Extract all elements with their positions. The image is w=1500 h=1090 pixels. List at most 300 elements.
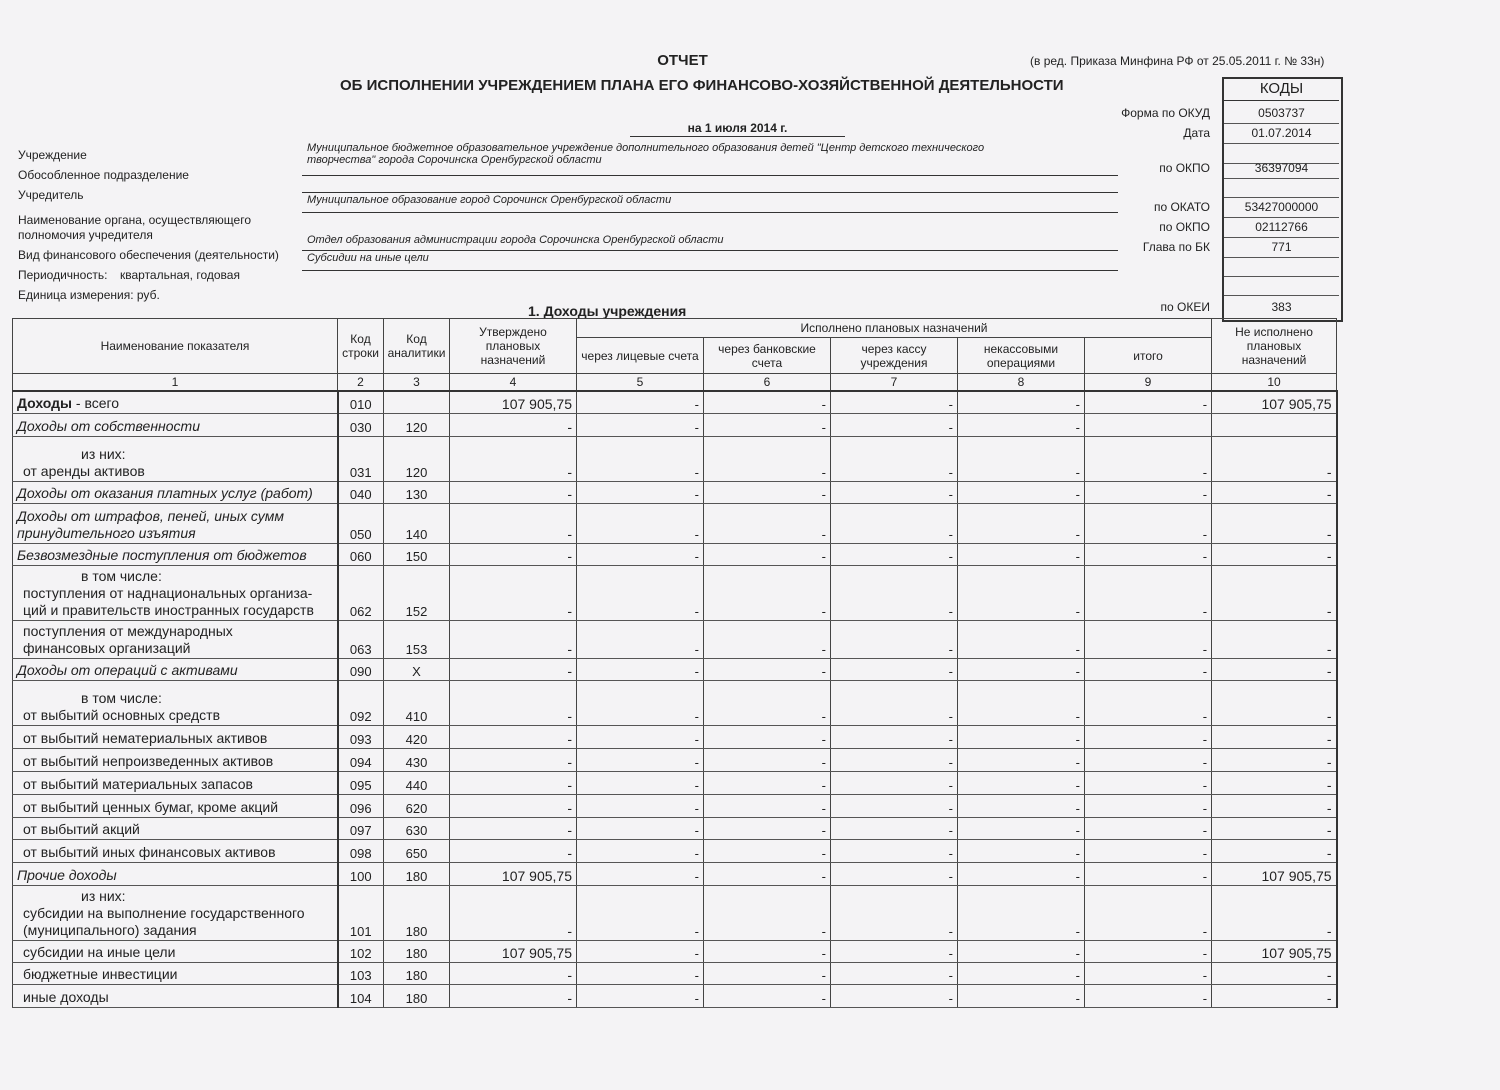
executed-bank-acc: - [704,771,831,794]
row-name-text: (муниципального) задания [23,921,197,938]
section-title: 1. Доходы учреждения [528,303,687,319]
table-row [13,962,1337,984]
analytic-code: 630 [384,817,450,839]
not-executed-amount: - [1212,620,1337,658]
label-authority-line2: полномочия учредителя [18,228,153,242]
row-code: 010 [338,391,384,413]
row-name [13,839,338,862]
executed-personal-acc: - [577,839,704,862]
analytic-code: 153 [384,620,450,658]
row-name-text: от выбытий акций [23,820,140,837]
executed-total: - [1085,885,1212,940]
not-executed-amount: - [1212,543,1337,565]
executed-noncash: - [958,817,1085,839]
executed-cash: - [831,503,958,543]
row-name [13,413,338,436]
row-name [13,940,338,962]
not-executed-amount: - [1212,565,1337,620]
okpo-code: 36397094 [1224,159,1339,179]
executed-cash: - [831,839,958,862]
not-executed-amount: 107 905,75 [1212,391,1337,413]
row-name-text: Доходы от собственности [17,417,200,434]
executed-bank-acc: - [704,680,831,725]
institution-value-line1: Муниципальное бюджетное образовательное учреждение дополнительного образования детей "Центр детского технического [307,142,985,154]
report-date: на 1 июля 2014 г. [630,121,845,137]
edition-note: (в ред. Приказа Минфина РФ от 25.05.2011 г. № 33н) [1030,54,1325,68]
not-executed-amount: - [1212,984,1337,1007]
row-code: 097 [338,817,384,839]
codes-head-divider [1224,100,1339,101]
not-executed-amount: - [1212,436,1337,481]
executed-noncash: - [958,391,1085,413]
bk-label: Глава по БК [1142,240,1210,254]
row-name-text: от выбытий основных средств [23,706,221,723]
okei-code: 383 [1271,300,1292,314]
executed-bank-acc: - [704,862,831,885]
analytic-code: 180 [384,862,450,885]
executed-personal-acc: - [577,436,704,481]
analytic-code: 120 [384,413,450,436]
row-name-text: Доходы от оказания платных услуг (работ) [17,484,313,501]
col-personal-acc-header: через лицевые счета [577,338,704,374]
row-name-prefix: Доходы от штрафов, пеней, иных сумм [17,507,284,524]
executed-cash: - [831,748,958,771]
codes-empty-cell [1224,178,1339,198]
not-executed-amount: - [1212,680,1337,725]
label-institution: Учреждение [18,148,87,162]
date-code: 01.07.2014 [1224,124,1339,144]
table-row [13,748,1337,771]
row-name [13,725,338,748]
executed-personal-acc: - [577,817,704,839]
row-name [13,543,338,565]
row-name [13,862,338,885]
okud-label: Форма по ОКУД [1121,106,1210,120]
row-code: 093 [338,725,384,748]
executed-personal-acc: - [577,725,704,748]
executed-bank-acc: - [704,413,831,436]
executed-bank-acc: - [704,481,831,503]
executed-bank-acc: - [704,565,831,620]
executed-personal-acc: - [577,413,704,436]
executed-cash: - [831,680,958,725]
executed-total: - [1085,391,1212,413]
row-name [13,436,338,481]
col-num: 3 [384,374,450,392]
approved-amount: - [450,794,577,817]
row-name-text: Доходы от операций с активами [17,661,238,678]
row-code: 104 [338,984,384,1007]
col-num: 4 [450,374,577,392]
report-subtitle: ОБ ИСПОЛНЕНИИ УЧРЕЖДЕНИЕМ ПЛАНА ЕГО ФИНАНСОВО-ХОЗЯЙСТВЕННОЙ ДЕЯТЕЛЬНОСТИ [340,77,1064,94]
table-row [13,984,1337,1007]
executed-personal-acc: - [577,565,704,620]
approved-amount: - [450,481,577,503]
executed-cash: - [831,543,958,565]
okpo2-code: 02112766 [1224,218,1339,238]
executed-noncash: - [958,771,1085,794]
table-row [13,725,1337,748]
executed-cash: - [831,885,958,940]
executed-total: - [1085,503,1212,543]
approved-amount: - [450,748,577,771]
approved-amount: - [450,436,577,481]
okpo-label: по ОКПО [1159,161,1210,175]
table-row [13,817,1337,839]
row-code: 098 [338,839,384,862]
approved-amount: - [450,962,577,984]
executed-total: - [1085,436,1212,481]
report-title: ОТЧЕТ [657,52,708,69]
executed-noncash: - [958,503,1085,543]
row-code: 030 [338,413,384,436]
col-num: 6 [704,374,831,392]
analytic-code: 140 [384,503,450,543]
approved-amount: - [450,503,577,543]
row-name [13,391,338,413]
not-executed-amount: - [1212,794,1337,817]
institution-value-line2: творчества" города Сорочинска Оренбургской области [307,154,602,166]
row-name [13,885,338,940]
row-code: 103 [338,962,384,984]
row-name [13,817,338,839]
executed-bank-acc: - [704,748,831,771]
analytic-code: 130 [384,481,450,503]
row-name-prefix: поступления от наднациональных организа- [23,584,313,601]
executed-total: - [1085,794,1212,817]
executed-noncash: - [958,658,1085,680]
executed-cash: - [831,565,958,620]
row-code: 102 [338,940,384,962]
date-label: Дата [1183,126,1210,140]
col-cash-header: через кассу учреждения [831,338,958,374]
label-funding-type: Вид финансового обеспечения (деятельности) [18,248,279,262]
executed-total: - [1085,862,1212,885]
executed-noncash: - [958,839,1085,862]
col-approved-header: Утверждено плановых назначений [450,319,577,374]
row-name-text: от выбытий иных финансовых активов [23,843,276,860]
approved-amount: - [450,620,577,658]
executed-personal-acc: - [577,940,704,962]
executed-personal-acc: - [577,984,704,1007]
not-executed-amount: - [1212,839,1337,862]
codes-header: КОДЫ [1259,80,1304,97]
analytic-code: 150 [384,543,450,565]
row-code: 090 [338,658,384,680]
executed-total: - [1085,565,1212,620]
executed-total: - [1085,748,1212,771]
executed-cash: - [831,413,958,436]
executed-total: - [1085,725,1212,748]
label-subdivision: Обособленное подразделение [18,168,189,182]
col-num: 7 [831,374,958,392]
subdivision-underline [302,192,1118,193]
executed-personal-acc: - [577,885,704,940]
executed-total: - [1085,620,1212,658]
executed-noncash: - [958,565,1085,620]
executed-cash: - [831,794,958,817]
row-name-text: от аренды активов [23,462,145,479]
row-name [13,680,338,725]
executed-total: - [1085,771,1212,794]
executed-total: - [1085,839,1212,862]
table-row [13,620,1337,658]
row-name [13,481,338,503]
not-executed-amount: - [1212,658,1337,680]
col-num: 8 [958,374,1085,392]
table-row [13,543,1337,565]
executed-cash: - [831,862,958,885]
approved-amount: - [450,565,577,620]
executed-cash: - [831,436,958,481]
row-name [13,503,338,543]
label-unit: Единица измерения: руб. [18,288,160,302]
okato-label: по ОКАТО [1153,200,1210,214]
okpo2-label: по ОКПО [1159,220,1210,234]
executed-personal-acc: - [577,481,704,503]
funding-type-value: Субсидии на иные цели [307,252,429,264]
executed-bank-acc: - [704,725,831,748]
row-name [13,658,338,680]
row-name-text: Прочие доходы [17,866,117,883]
row-code: 092 [338,680,384,725]
executed-noncash: - [958,748,1085,771]
row-name [13,794,338,817]
row-code: 063 [338,620,384,658]
col-executed-group-header: Исполнено плановых назначений [577,319,1212,338]
row-name-text: Безвозмездные поступления от бюджетов [17,546,307,563]
row-code: 094 [338,748,384,771]
executed-bank-acc: - [704,503,831,543]
executed-noncash: - [958,620,1085,658]
approved-amount: - [450,839,577,862]
executed-bank-acc: - [704,962,831,984]
row-name-text: принудительного изъятия [17,524,196,541]
row-name-text: бюджетные инвестиции [23,965,178,982]
executed-total: - [1085,940,1212,962]
not-executed-amount: - [1212,817,1337,839]
founder-value: Муниципальное образование город Сорочинск Оренбургской области [307,194,672,206]
row-code: 096 [338,794,384,817]
col-name-header: Наименование показателя [13,319,338,374]
executed-personal-acc: - [577,962,704,984]
approved-amount: 107 905,75 [450,391,577,413]
row-code: 060 [338,543,384,565]
row-name-prefix: субсидии на выполнение государственного [23,904,305,921]
approved-amount: - [450,817,577,839]
row-code: 040 [338,481,384,503]
row-code: 031 [338,436,384,481]
row-code: 062 [338,565,384,620]
table-row [13,658,1337,680]
row-name-text: иные доходы [23,988,109,1005]
row-name-text: ций и правительств иностранных государств [23,601,314,618]
not-executed-amount: - [1212,885,1337,940]
executed-bank-acc: - [704,543,831,565]
okei-label: по ОКЕИ [1160,300,1210,314]
executed-noncash: - [958,680,1085,725]
executed-bank-acc: - [704,436,831,481]
executed-total: - [1085,984,1212,1007]
executed-bank-acc: - [704,391,831,413]
executed-total: - [1085,543,1212,565]
col-num: 1 [13,374,338,392]
approved-amount: 107 905,75 [450,940,577,962]
executed-noncash: - [958,862,1085,885]
executed-bank-acc: - [704,620,831,658]
periodicity-value: квартальная, годовая [120,268,240,282]
executed-noncash: - [958,940,1085,962]
analytic-code: 152 [384,565,450,620]
row-name [13,620,338,658]
analytic-code: 180 [384,984,450,1007]
row-name-text: субсидии на иные цели [23,943,176,960]
not-executed-amount: - [1212,725,1337,748]
executed-total: - [1085,962,1212,984]
approved-amount: 107 905,75 [450,862,577,885]
authority-value: Отдел образования администрации города Сорочинска Оренбургской области [307,234,724,246]
table-row [13,839,1337,862]
not-executed-amount: - [1212,771,1337,794]
approved-amount: - [450,680,577,725]
executed-noncash: - [958,436,1085,481]
bk-code: 771 [1224,238,1339,258]
not-executed-amount: - [1212,748,1337,771]
executed-personal-acc: - [577,771,704,794]
executed-cash: - [831,962,958,984]
executed-bank-acc: - [704,839,831,862]
table-row [13,413,1337,436]
executed-bank-acc: - [704,817,831,839]
not-executed-amount: - [1212,503,1337,543]
approved-amount: - [450,984,577,1007]
approved-amount: - [450,885,577,940]
row-name [13,771,338,794]
executed-cash: - [831,658,958,680]
executed-cash: - [831,391,958,413]
executed-personal-acc: - [577,862,704,885]
row-name-suffix: - всего [72,394,120,411]
executed-noncash: - [958,885,1085,940]
executed-personal-acc: - [577,503,704,543]
analytic-code: X [384,658,450,680]
executed-bank-acc: - [704,940,831,962]
label-founder: Учредитель [18,188,84,202]
analytic-code: 180 [384,885,450,940]
analytic-code: 180 [384,940,450,962]
col-analytic-code-header: Код аналитики [384,319,450,374]
executed-personal-acc: - [577,658,704,680]
analytic-code: 620 [384,794,450,817]
row-name-text: от выбытий материальных запасов [23,775,253,792]
row-name-text: финансовых организаций [23,639,191,656]
column-numbers-row [13,374,1337,392]
executed-personal-acc: - [577,748,704,771]
executed-noncash: - [958,543,1085,565]
codes-empty-cell [1224,276,1339,296]
executed-noncash: - [958,794,1085,817]
executed-personal-acc: - [577,620,704,658]
executed-cash: - [831,817,958,839]
approved-amount: - [450,413,577,436]
row-name-text: от выбытий непроизведенных активов [23,752,274,769]
table-row [13,794,1337,817]
row-code: 100 [338,862,384,885]
executed-cash: - [831,725,958,748]
col-row-code-header: Код строки [338,319,384,374]
codes-empty-cell [1224,257,1339,277]
executed-noncash: - [958,413,1085,436]
executed-noncash: - [958,984,1085,1007]
institution-underline [302,175,1118,176]
executed-total [1085,413,1212,436]
executed-personal-acc: - [577,391,704,413]
table-row [13,940,1337,962]
approved-amount: - [450,543,577,565]
col-bank-acc-header: через банковские счета [704,338,831,374]
executed-total: - [1085,680,1212,725]
analytic-code: 420 [384,725,450,748]
not-executed-amount: - [1212,481,1337,503]
row-name-text: от выбытий ценных бумаг, кроме акций [23,798,279,815]
approved-amount: - [450,771,577,794]
row-code: 101 [338,885,384,940]
col-num: 2 [338,374,384,392]
executed-total: - [1085,658,1212,680]
table-row [13,565,1337,620]
okud-code: 0503737 [1224,104,1339,124]
row-name [13,748,338,771]
funding-type-underline [302,270,1118,271]
approved-amount: - [450,658,577,680]
table-row [13,481,1337,503]
not-executed-amount [1212,413,1337,436]
col-num: 10 [1212,374,1337,392]
analytic-code: 120 [384,436,450,481]
executed-bank-acc: - [704,984,831,1007]
col-num: 9 [1085,374,1212,392]
row-code: 095 [338,771,384,794]
income-table [12,318,1338,1008]
label-periodicity: Периодичность: [18,268,108,282]
executed-cash: - [831,620,958,658]
analytic-code: 650 [384,839,450,862]
executed-noncash: - [958,725,1085,748]
analytic-code [384,391,450,413]
row-name-text: от выбытий нематериальных активов [23,729,268,746]
col-total-header: итого [1085,338,1212,374]
authority-underline [302,250,1118,251]
executed-bank-acc: - [704,794,831,817]
executed-personal-acc: - [577,794,704,817]
executed-total: - [1085,481,1212,503]
col-not-executed-header: Не исполнено плановых назначений [1212,319,1337,374]
executed-personal-acc: - [577,543,704,565]
row-name [13,962,338,984]
row-name-prefix: поступления от международных [23,622,233,639]
row-name [13,565,338,620]
okato-code: 53427000000 [1224,198,1339,218]
approved-amount: - [450,725,577,748]
analytic-code: 430 [384,748,450,771]
table-row [13,436,1337,481]
row-name-prefix: из них: [81,445,126,462]
row-name [13,984,338,1007]
analytic-code: 410 [384,680,450,725]
executed-cash: - [831,481,958,503]
table-row [13,862,1337,885]
executed-personal-acc: - [577,680,704,725]
